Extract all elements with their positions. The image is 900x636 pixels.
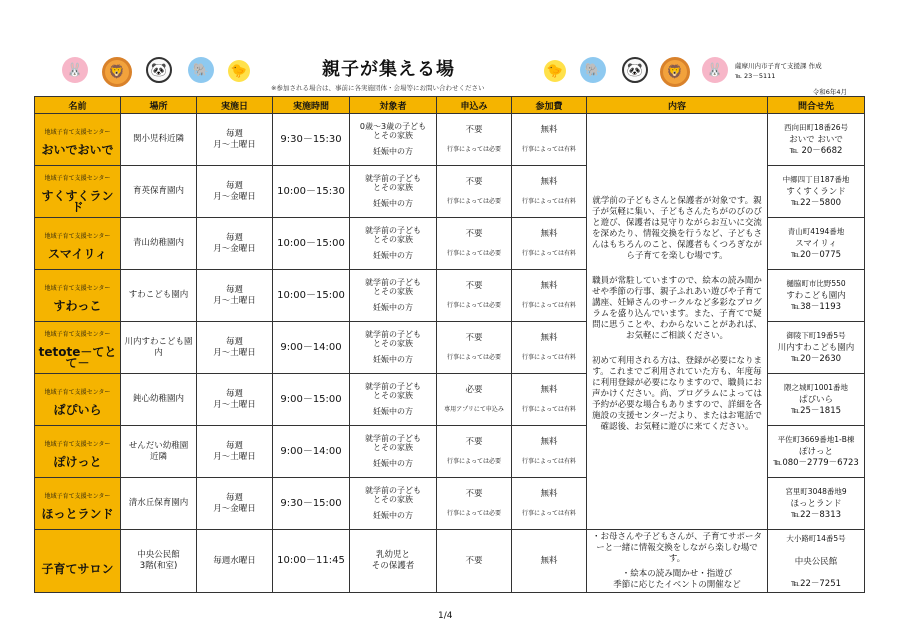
animal-chick-icon: 🐤 [544,60,566,82]
time-cell [273,478,350,530]
contact-name: 川内すわこども園内 [777,343,855,353]
target-label: 妊娠中の方 [373,251,413,260]
fee-cell [512,218,587,270]
contact-cell [768,270,865,322]
time-cell [273,270,350,322]
center-tag-label: 地域子育て支援センター [44,492,111,500]
fee-note: 行事によっては有料 [521,509,576,517]
apply-note: 行事によっては必要 [446,197,501,205]
animal-lion-icon: 🦁 [102,57,132,87]
target-label: 妊娠中の方 [373,355,413,364]
fee-note: 行事によっては有料 [521,145,576,153]
days-label: 毎週 [225,440,243,451]
days-label: 毎週 [225,232,243,243]
target-label: 妊娠中の方 [373,303,413,312]
notice-text: ※参加される場合は、事前に各実施団体・会場等にお問い合わせください [271,84,485,92]
target-cell: 乳幼児と その保護者 [350,530,437,593]
apply-cell [437,478,512,530]
target-label: 就学前の子ども とその家族 [365,486,421,504]
days-cell [197,426,273,478]
apply-cell [437,218,512,270]
contact-name: すわこども園内 [786,291,846,301]
center-tag-label: 地域子育て支援センター [44,388,111,396]
target-label: 就学前の子ども とその家族 [365,330,421,348]
fee-label: 無料 [540,176,558,187]
days-cell [197,374,273,426]
time-cell [273,322,350,374]
contact-address: 青山町4194番地 [787,227,845,236]
contact-address: 平佐町3669番地1-B棟 [777,435,855,444]
column-header: 実施日 [197,97,273,114]
contact-address: 宮里町3048番地9 [785,487,847,496]
place-cell: 清水丘保育園内 [121,478,197,530]
contact-address: 御陵下町19番5号 [786,331,846,340]
time-label: 9:00－15:00 [280,393,342,405]
target-cell [350,218,437,270]
table-row [35,114,865,166]
days-label: 毎週 [225,388,243,399]
facility-cell [35,218,121,270]
target-label: 就学前の子ども とその家族 [365,434,421,452]
center-tag-label: 地域子育て支援センター [44,331,111,338]
contact-cell [768,322,865,374]
animal-panda-icon: 🐼 [146,57,172,83]
time-label: 10:00－11:45 [277,555,345,566]
issuer-dept: 薩摩川内市子育て支援課 作成 [735,62,822,70]
facility-cell [35,478,121,530]
fee-cell [512,426,587,478]
content-paragraph: 初めて利用される方は、登録が必要になります。これまでご利用されていた方も、年度毎に利用登録が必要になりますので、職員にお声かけください。尚、プログラムによっては予約が必要な場合もありますので、詳細を各施設の支援センターだより、またはお電話で確認後、お気軽に遊びに来てください。 [591,356,762,432]
days-cell: 毎週水曜日 [197,530,273,593]
contact-address: 大小路町14番5号 [786,533,846,543]
days-label: 毎週 [225,180,243,191]
contact-name: 中央公民館 [794,556,838,567]
place-cell: 中央公民館 3階(和室) [121,530,197,593]
days-cell [197,114,273,166]
days-label: 月～金曜日 [213,243,256,254]
contact-tel: ℡38－1193 [790,302,842,312]
contact-name: すくすくランド [786,187,846,197]
apply-note: 専用アプリにて申込み [444,405,504,413]
contact-tel: ℡080－2779－6723 [773,458,859,468]
contact-cell [768,114,865,166]
contact-address: 西向田町18番26号 [783,123,849,132]
fee-note: 行事によっては有料 [521,457,576,465]
facility-name: ぱぴいら [53,402,102,417]
column-header: 名前 [35,97,121,114]
place-cell: 川内すわこども園内 [121,322,197,374]
contact-tel: ℡22－5800 [790,198,842,208]
target-label: 0歳～3歳の子ども とその家族 [359,122,427,140]
contact-name: ほっとランド [790,499,842,509]
target-cell [350,322,437,374]
center-tag-label: 地域子育て支援センター [44,128,111,136]
fee-note: 行事によっては有料 [521,353,576,361]
content-paragraph: 職員が常駐していますので、絵本の読み聞かせや季節の行事、親子ふれあい遊びや子育て講座、妊婦さんのサークルなど多彩なプログラムを盛り込んでいます。また、子育てで疑問に思うことや、わからないことがあれば、お気軽にご相談ください。 [591,276,762,341]
column-header: 問合せ先 [768,97,865,114]
animal-bunny-icon: 🐰 [702,57,728,83]
animal-elephant-icon: 🐘 [188,57,214,83]
time-label: 10:00－15:00 [277,237,345,249]
fee-note: 行事によっては有料 [521,301,576,309]
apply-cell [437,374,512,426]
contact-address: 中郷四丁目187番地 [782,175,850,184]
place-cell: 育英保育園内 [121,166,197,218]
target-label: 妊娠中の方 [373,407,413,416]
column-header: 申込み [437,97,512,114]
facility-name: おいでおいで [41,142,114,157]
target-cell [350,166,437,218]
contact-cell [768,478,865,530]
fee-cell [512,478,587,530]
days-label: 月～土曜日 [213,399,256,410]
contact-name: ぱぴいら [798,395,833,405]
days-label: 毎週 [225,284,243,295]
days-label: 月～土曜日 [213,139,256,150]
apply-cell [437,426,512,478]
content-cell [587,114,768,530]
days-cell [197,218,273,270]
center-tag-label: 地域子育て支援センター [44,284,111,292]
schedule-table [34,96,865,593]
days-label: 月～土曜日 [213,451,256,462]
contact-tel: ℡22－7251 [790,578,842,589]
time-cell [273,426,350,478]
contact-tel: ℡20－2630 [790,354,842,364]
days-label: 毎週 [225,336,243,347]
place-cell: 青山幼稚園内 [121,218,197,270]
fee-label: 無料 [540,488,558,499]
table-header-row [35,97,865,114]
days-label: 月～金曜日 [213,191,256,202]
target-cell [350,426,437,478]
apply-note: 行事によっては必要 [446,249,501,257]
page-title: 親子が集える場 [322,59,455,80]
apply-cell: 不要 [437,530,512,593]
target-label: 就学前の子ども とその家族 [365,382,421,400]
column-header: 実施時間 [273,97,350,114]
contact-address: 樋脇町市比野550 [786,279,846,288]
fee-note: 行事によっては有料 [521,197,576,205]
issue-date: 令和6年4月 [812,88,847,96]
issuer-tel: ℡ 23－5111 [735,72,776,80]
apply-label: 不要 [465,488,483,499]
days-label: 月～金曜日 [213,503,256,514]
content-paragraph: ・お母さんや子どもさんが、子育てサポーターと一緒に情報交換をしながら楽しむ場です。 [591,531,762,564]
facility-name: tetote－てとて－ [38,345,117,370]
target-label: 妊娠中の方 [373,511,413,520]
facility-name: ほっとランド [41,506,114,521]
time-label: 10:00－15:00 [277,289,345,301]
facility-name: 子育てサロン [41,561,114,576]
target-cell [350,270,437,322]
apply-label: 不要 [465,176,483,187]
fee-label: 無料 [540,228,558,239]
contact-cell [768,374,865,426]
target-label: 妊娠中の方 [373,147,413,156]
animal-bunny-icon: 🐰 [62,57,88,83]
contact-address: 隈之城町1001番地 [783,383,849,392]
apply-label: 不要 [465,436,483,447]
days-label: 月～土曜日 [213,347,256,358]
fee-label: 無料 [540,384,558,395]
animal-lion-icon: 🦁 [660,57,690,87]
facility-cell [35,114,121,166]
fee-cell: 無料 [512,530,587,593]
time-cell [273,114,350,166]
fee-note: 行事によっては有料 [521,249,576,257]
time-label: 10:00－15:30 [277,185,345,197]
time-cell [273,166,350,218]
animal-chick-icon: 🐤 [228,60,250,82]
contact-name: おいで おいで [789,135,843,145]
time-cell [273,374,350,426]
facility-name: すくすくランド [41,189,114,214]
animal-panda-icon: 🐼 [622,57,648,83]
facility-name: スマイリィ [47,246,108,261]
fee-label: 無料 [540,436,558,447]
apply-label: 不要 [465,332,483,343]
fee-cell [512,322,587,374]
apply-label: 不要 [465,124,483,135]
apply-cell [437,114,512,166]
fee-cell [512,270,587,322]
content-paragraph: 就学前の子どもさんと保護者が対象です。親子が気軽に集い、子どもさんたちがのびのびと遊び、保護者は見守りながらお互いに交流を深めたり、情報交換を行うなど、子どもさんはもちろんのこと、保護者もくつろぎながら子育てを楽しむ場です。 [591,196,762,261]
place-cell: 鈍心幼稚園内 [121,374,197,426]
facility-name: ぽけっと [53,454,102,469]
fee-label: 無料 [540,124,558,135]
fee-label: 無料 [540,332,558,343]
column-header: 対象者 [350,97,437,114]
target-label: 妊娠中の方 [373,459,413,468]
days-label: 毎週 [225,128,243,139]
place-cell: 関小児科近隣 [121,114,197,166]
contact-name: スマイリィ [795,239,837,249]
apply-cell [437,166,512,218]
page-number: 1/4 [438,611,453,621]
contact-tel: ℡20－0775 [790,250,842,260]
content-paragraph: ・絵本の読み聞かせ・指遊び 季節に応じたイベントの開催など [613,568,741,590]
apply-cell [437,322,512,374]
issuer-block [735,61,847,97]
center-tag-label: 地域子育て支援センター [44,232,111,240]
place-cell: すわこども園内 [121,270,197,322]
days-cell [197,322,273,374]
target-label: 就学前の子ども とその家族 [365,226,421,244]
time-label: 9:30－15:00 [280,497,342,509]
center-tag-label: 地域子育て支援センター [44,440,111,448]
days-label: 月～土曜日 [213,295,256,306]
time-cell [273,218,350,270]
contact-cell [768,426,865,478]
apply-note: 行事によっては必要 [446,509,501,517]
contact-tel: ℡22－8313 [790,510,842,520]
fee-cell [512,374,587,426]
days-label: 毎週 [225,492,243,503]
days-cell [197,478,273,530]
place-cell: せんだい幼稚園 近隣 [121,426,197,478]
apply-label: 不要 [465,280,483,291]
contact-tel: ℡ 20－6682 [789,146,843,156]
table-row [35,530,865,593]
column-header: 場所 [121,97,197,114]
facility-cell [35,374,121,426]
center-tag-label: 地域子育て支援センター [44,175,111,182]
time-label: 9:00－14:00 [280,341,342,353]
target-label: 就学前の子ども とその家族 [365,174,421,192]
apply-cell [437,270,512,322]
days-cell [197,270,273,322]
time-cell [273,530,350,593]
contact-cell [768,166,865,218]
facility-cell [35,530,121,593]
contact-cell [768,218,865,270]
contact-tel: ℡25－1815 [790,406,842,416]
apply-note: 行事によっては必要 [446,457,501,465]
target-label: 妊娠中の方 [373,199,413,208]
fee-cell [512,114,587,166]
target-label: 就学前の子ども とその家族 [365,278,421,296]
content-cell [587,530,768,593]
apply-note: 行事によっては必要 [446,353,501,361]
facility-name: すわっこ [53,298,102,313]
facility-cell [35,426,121,478]
apply-note: 行事によっては必要 [446,145,501,153]
fee-label: 無料 [540,280,558,291]
days-cell [197,166,273,218]
animal-elephant-icon: 🐘 [580,57,606,83]
facility-cell [35,166,121,218]
contact-name: ぽけっと [798,447,833,457]
contact-cell [768,530,865,593]
target-cell [350,478,437,530]
facility-cell [35,270,121,322]
target-cell [350,374,437,426]
apply-note: 行事によっては必要 [446,301,501,309]
apply-label: 必要 [465,384,483,395]
target-cell [350,114,437,166]
time-label: 9:30－15:30 [280,133,342,145]
fee-cell [512,166,587,218]
column-header: 内容 [587,97,768,114]
time-label: 9:00－14:00 [280,445,342,457]
fee-note: 行事によっては有料 [521,405,576,413]
column-header: 参加費 [512,97,587,114]
apply-label: 不要 [465,228,483,239]
facility-cell [35,322,121,374]
